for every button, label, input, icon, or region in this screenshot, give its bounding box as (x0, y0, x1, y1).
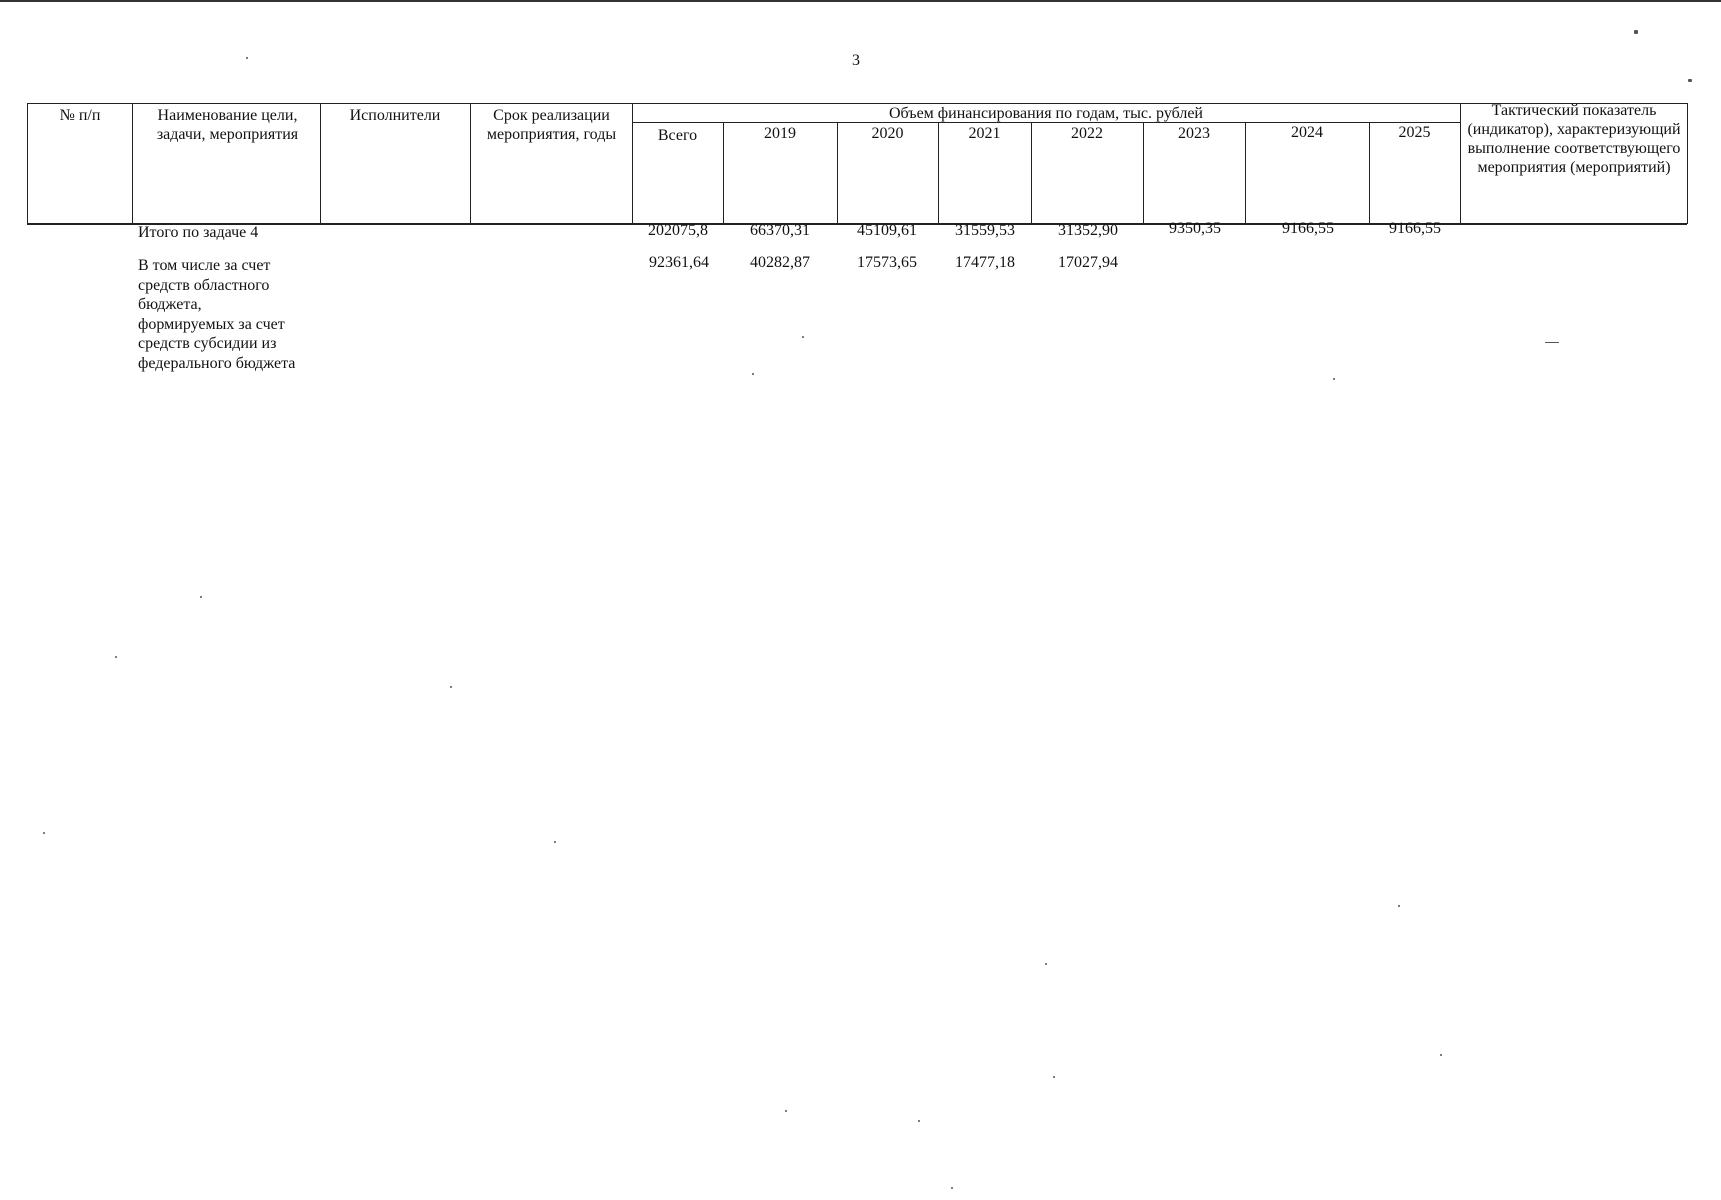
cell-2020: 17573,65 (857, 254, 917, 271)
header-name: Наименование цели, задачи, мероприятия (156, 107, 299, 143)
table-header (0, 0, 1721, 240)
header-indicator: Тактический показатель (индикатор), характеризующий выполнение соответствующего мероприятия (мероприятий) (1467, 102, 1681, 176)
row-label-line: формируемых за счет (138, 315, 285, 333)
scan-speck (1045, 963, 1047, 965)
header-year-2025: 2025 (1398, 124, 1431, 141)
header-year-2021: 2021 (968, 125, 1001, 142)
header-funding-group: Объем финансирования по годам, тыс. рублей (889, 105, 1203, 122)
header-year-2019: 2019 (764, 125, 796, 142)
scan-speck (1545, 342, 1559, 343)
scan-speck (918, 1120, 920, 1122)
header-term: Срок реализации мероприятия, годы (486, 107, 617, 143)
cell-2019: 66370,31 (750, 222, 810, 239)
scan-speck (43, 832, 45, 834)
scan-speck (802, 336, 804, 338)
col-border-executors (470, 103, 471, 224)
scan-speck (115, 656, 117, 658)
scan-speck (951, 1187, 953, 1189)
scan-speck (1634, 30, 1638, 34)
cell-2022: 31352,90 (1058, 222, 1118, 239)
scan-speck (1053, 1076, 1055, 1078)
cell-2019: 40282,87 (750, 254, 810, 271)
page-number: 3 (852, 52, 860, 69)
header-year-2022: 2022 (1071, 125, 1103, 142)
cell-total: 202075,8 (648, 222, 708, 239)
scan-speck (785, 1110, 787, 1112)
scan-speck (1688, 79, 1692, 82)
scan-speck (752, 373, 754, 375)
scan-speck (1398, 905, 1400, 907)
row-label-line: бюджета, (138, 296, 202, 313)
scan-speck (554, 841, 556, 843)
scan-speck (200, 596, 202, 598)
cell-2025: 9166,55 (1389, 220, 1441, 237)
cell-2024: 9166,55 (1282, 220, 1334, 237)
scan-speck (246, 57, 248, 59)
header-total: Всего (657, 127, 698, 144)
row-label: Итого по задаче 4 (138, 224, 259, 241)
cell-2020: 45109,61 (857, 222, 917, 239)
scan-speck (1440, 1054, 1442, 1056)
scan-speck (1333, 378, 1335, 380)
col-border-2025 (1460, 103, 1461, 224)
header-year-2020: 2020 (871, 125, 904, 142)
row-label-line: В том числе за счет (138, 257, 271, 274)
col-border-name (320, 103, 321, 224)
col-border-num (132, 103, 133, 224)
header-year-2024: 2024 (1291, 124, 1323, 141)
col-border-right (1687, 103, 1688, 224)
col-border-left (27, 103, 28, 224)
cell-total: 92361,64 (649, 254, 709, 271)
header-executors: Исполнители (349, 107, 441, 124)
cell-2021: 17477,18 (955, 254, 1015, 271)
row-label (138, 256, 314, 373)
cell-2022: 17027,94 (1058, 254, 1118, 271)
row-label-line: средств субсидии из (138, 335, 277, 352)
cell-2021: 31559,53 (955, 222, 1015, 239)
header-num: № п/п (59, 107, 101, 124)
cell-2023: 9350,35 (1169, 220, 1221, 237)
row-label-line: средств областного (138, 276, 270, 294)
header-year-2023: 2023 (1178, 125, 1210, 142)
row-label-line: федерального бюджета (138, 354, 296, 372)
scan-speck (450, 686, 452, 688)
